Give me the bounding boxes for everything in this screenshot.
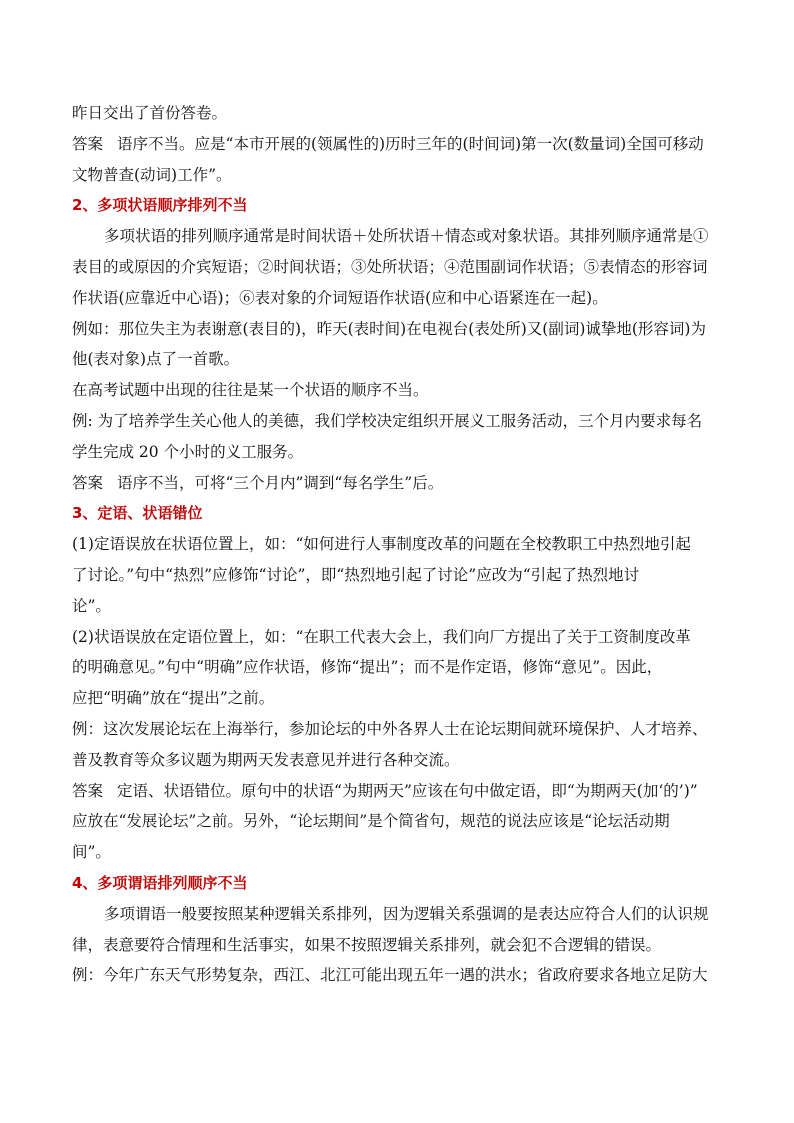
document-body bbox=[72, 98, 728, 991]
answer-label: 答案 bbox=[72, 781, 104, 800]
text-line: 学生完成 20 个小时的义工服务。 bbox=[72, 442, 304, 461]
text-line: 例：这次发展论坛在上海举行，参加论坛的中外各界人士在论坛期间就环境保护、人才培养、 bbox=[72, 719, 708, 738]
text-line: 例如：那位失主为表谢意(表目的)，昨天(表时间)在电视台(表处所)又(副词)诚挚地(形容词)为 bbox=[72, 319, 706, 338]
paragraph-first-line: 多项状语的排列顺序通常是时间状语＋处所状语＋情态或对象状语。其排列顺序通常是① bbox=[104, 227, 709, 246]
answer-text: 语序不当，可将“三个月内”调到“每名学生”后。 bbox=[117, 473, 444, 492]
text-line: (2)状语误放在定语位置上，如：“在职工代表大会上，我们向厂方提出了关于工资制度改革 bbox=[72, 627, 691, 646]
answer-line bbox=[72, 468, 728, 499]
text-line: 昨日交出了首份答卷。 bbox=[72, 104, 228, 122]
text-line: 文物普查(动词)工作”。 bbox=[72, 165, 232, 184]
text-line: 间”。 bbox=[72, 843, 111, 862]
answer-line bbox=[72, 776, 728, 807]
paragraph-first-line: 多项谓语一般要按照某种逻辑关系排列，因为逻辑关系强调的是表达应符合人们的认识规 bbox=[104, 904, 709, 923]
answer-line bbox=[72, 129, 728, 160]
text-line: 在高考试题中出现的往往是某一个状语的顺序不当。 bbox=[72, 381, 429, 400]
answer-text: 语序不当。应是“本市开展的(领属性的)历时三年的(时间词)第一次(数量词)全国可移动 bbox=[117, 134, 704, 153]
answer-label: 答案 bbox=[72, 134, 104, 153]
text-line: 例: 为了培养学生关心他人的美德，我们学校决定组织开展义工服务活动，三个月内要求每名 bbox=[72, 411, 703, 430]
text-line: 表目的或原因的介宾短语；②时间状语；③处所状语；④范围副词作状语；⑤表情态的形容词 bbox=[72, 257, 708, 276]
section-heading: 4、多项谓语排列顺序不当 bbox=[72, 873, 248, 892]
text-line: 他(表对象)点了一首歌。 bbox=[72, 350, 240, 369]
text-line: 律，表意要符合情理和生活事实，如果不按照逻辑关系排列，就会犯不合逻辑的错误。 bbox=[72, 935, 662, 954]
text-line: 论”。 bbox=[72, 596, 111, 615]
section-heading: 2、多项状语顺序排列不当 bbox=[72, 196, 248, 215]
text-line: 作状语(应靠近中心语)；⑥表对象的介词短语作状语(应和中心语紧连在一起)。 bbox=[72, 288, 608, 307]
text-line: 普及教育等众多议题为期两天发表意见并进行各种交流。 bbox=[72, 750, 460, 769]
answer-text: 定语、状语错位。原句中的状语“为期两天”应该在句中做定语，即“为期两天(加‘的’)” bbox=[117, 781, 698, 800]
text-line: 应把“明确”放在“提出”之前。 bbox=[72, 689, 275, 708]
text-line: 应放在“发展论坛”之前。另外，“论坛期间”是个简省句，规范的说法应该是“论坛活动期 bbox=[72, 812, 670, 831]
text-line: 例：今年广东天气形势复杂，西江、北江可能出现五年一遇的洪水；省政府要求各地立足防大 bbox=[72, 966, 708, 985]
text-line: 的明确意见。”句中“明确”应作状语，修饰“提出”；而不是作定语，修饰“意见”。因此， bbox=[72, 658, 663, 677]
section-heading: 3、定语、状语错位 bbox=[72, 504, 203, 523]
text-line: (1)定语误放在状语位置上，如：“如何进行人事制度改革的问题在全校教职工中热烈地引起 bbox=[72, 535, 691, 554]
text-line: 了讨论。”句中“热烈”应修饰“讨论”，即“热烈地引起了讨论”应改为“引起了热烈地讨 bbox=[72, 565, 640, 584]
answer-label: 答案 bbox=[72, 473, 104, 492]
